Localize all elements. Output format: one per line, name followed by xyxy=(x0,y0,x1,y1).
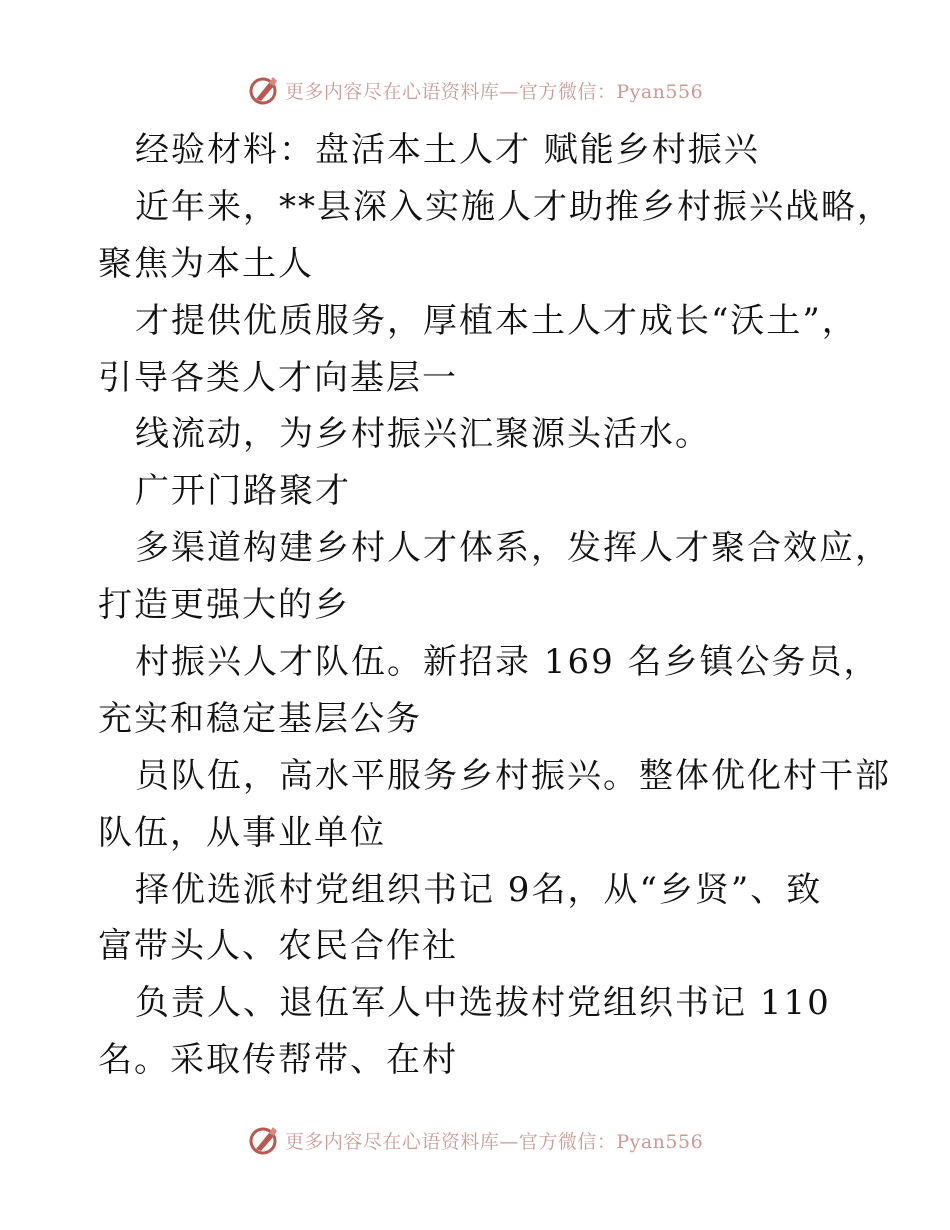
document-line: 富带头人、农民合作社 xyxy=(98,926,458,967)
document-line: 才提供优质服务，厚植本土人才成长“沃土”， xyxy=(135,300,858,341)
document-line: 经验材料：盘活本土人才 赋能乡村振兴 xyxy=(135,130,760,170)
document-line: 打造更强大的乡 xyxy=(98,585,350,626)
footer-watermark-text: 更多内容尽在心语资料库—官方微信：Pyan556 xyxy=(284,1130,704,1153)
footer-watermark-banner xyxy=(0,1120,950,1160)
document-line: 负责人、退伍军人中选拔村党组织书记 110 xyxy=(135,983,831,1024)
document-line: 多渠道构建乡村人才体系，发挥人才聚合效应， xyxy=(135,528,891,569)
document-line: 线流动，为乡村振兴汇聚源头活水。 xyxy=(135,414,711,455)
document-line: 名。采取传帮带、在村 xyxy=(98,1040,458,1081)
document-line: 引导各类人才向基层一 xyxy=(98,357,458,398)
document-line: 广开门路聚才 xyxy=(135,471,351,512)
document-line: 择优选派村党组织书记 9名，从“乡贤”、致 xyxy=(135,869,823,910)
document-body xyxy=(98,122,893,1089)
document-line: 村振兴人才队伍。新招录 169 名乡镇公务员， xyxy=(135,642,880,683)
pen-logo-icon xyxy=(247,73,281,107)
document-line: 充实和稳定基层公务 xyxy=(98,698,422,739)
document-line: 近年来，**县深入实施人才助推乡村振兴战略， xyxy=(135,186,893,227)
document-line: 员队伍，高水平服务乡村振兴。整体优化村干部 xyxy=(135,755,891,796)
pen-logo-icon xyxy=(247,1123,281,1157)
header-watermark-banner xyxy=(0,70,950,110)
document-line: 聚焦为本土人 xyxy=(98,243,314,284)
document-line: 队伍，从事业单位 xyxy=(98,812,386,853)
header-watermark-text: 更多内容尽在心语资料库—官方微信：Pyan556 xyxy=(284,80,704,103)
